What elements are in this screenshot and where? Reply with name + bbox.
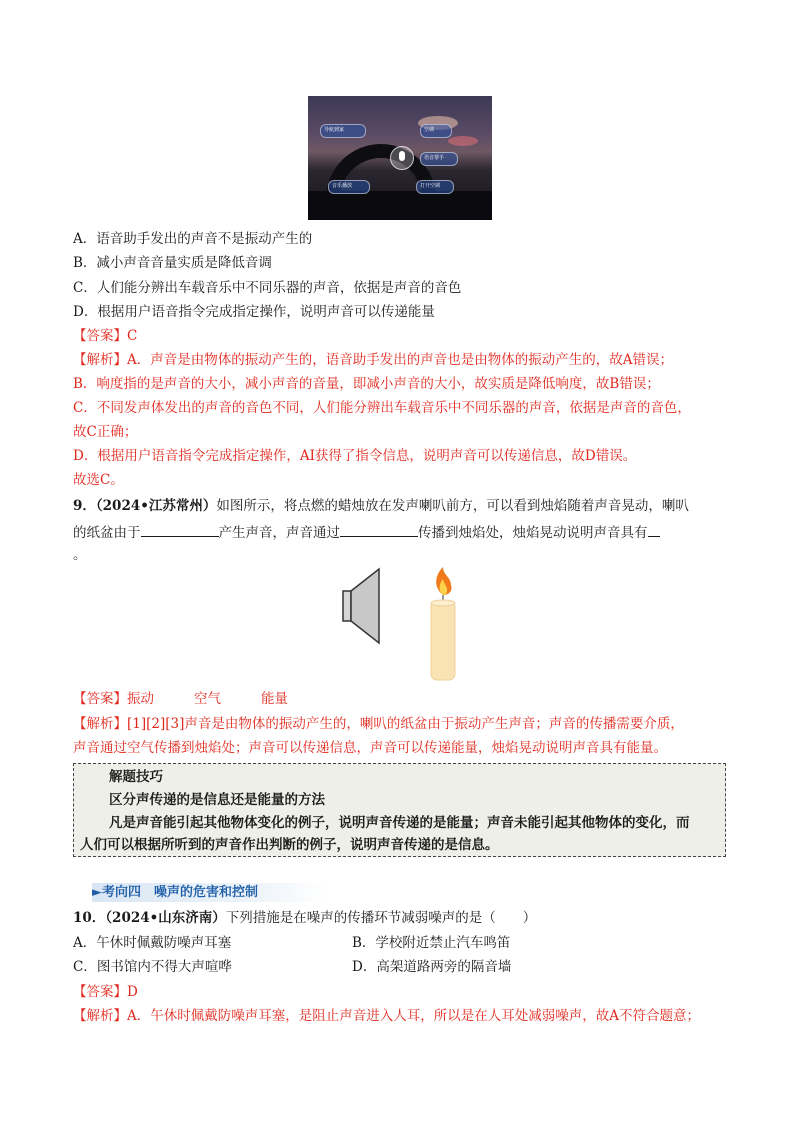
answer-value: 空气 [194, 691, 221, 707]
tip-text-line: 人们可以根据所听到的声音作出判断的例子，说明声音传递的是信息。 [80, 837, 499, 853]
q10-option-d: D．高架道路两旁的隔音墙 [352, 959, 512, 975]
question-number: 9． [73, 498, 96, 514]
q8-analysis-line: B．响度指的是声音的大小，减小声音的音量，即减小声音的大小，故实质是降低响度，故B错误； [73, 376, 660, 392]
analysis-text: A．午休时佩戴防噪声耳塞，是阻止声音进入人耳，所以是在人耳处减弱噪声，故A不符合题意； [127, 1008, 700, 1024]
question-text: 如图所示，将点燃的蜡烛放在发声喇叭前方，可以看到烛焰随着声音晃动，喇叭 [216, 498, 689, 514]
q10-answer [73, 983, 138, 1001]
q8-option-d: D．根据用户语音指令完成指定操作，说明声音可以传递能量 [73, 304, 435, 320]
tip-text-line: 凡是声音能引起其他物体变化的例子，说明声音传递的是能量；声音未能引起其他物体的变化，而 [109, 815, 690, 831]
section-title: 考向四 噪声的危害和控制 [102, 885, 259, 900]
question-number: 10． [73, 910, 106, 926]
tip-title: 解题技巧 [109, 769, 163, 785]
q8-option-b: B．减小声音音量实质是降低音调 [73, 255, 272, 271]
q8-analysis-line [73, 351, 673, 369]
analysis-label: 【解析】 [73, 352, 127, 368]
question-text: 的纸盆由于 [73, 525, 141, 541]
answer-blank[interactable] [340, 522, 418, 537]
q8-analysis-line: 故选C。 [73, 472, 124, 488]
q8-option-a: A．语音助手发出的声音不是振动产生的 [73, 231, 313, 247]
q10-option-c: C．图书馆内不得大声喧哗 [73, 959, 232, 975]
answer-blank[interactable] [141, 522, 219, 537]
q8-analysis-line: 故C正确； [73, 424, 138, 440]
candle-icon [431, 567, 455, 680]
solving-tip-box [73, 763, 726, 857]
q9-analysis-line: 声音通过空气传播到烛焰处；声音可以传递信息，声音可以传递能量，烛焰晃动说明声音具有能量。 [73, 740, 667, 756]
q8-analysis-line: D．根据用户语音指令完成指定操作，AI获得了指令信息，说明声音可以传递信息，故D错误。 [73, 448, 637, 464]
answer-label: 【答案】 [73, 328, 127, 344]
car-voice-assistant-photo [308, 96, 492, 220]
analysis-label: 【解析】 [73, 716, 127, 732]
q10-option-b: B．学校附近禁止汽车鸣笛 [352, 935, 511, 951]
photo-label: 打开空调 [420, 183, 441, 189]
q10-analysis-line [73, 1007, 700, 1025]
analysis-text: A．声音是由物体的振动产生的，语音助手发出的声音也是由物体的振动产生的，故A错误； [127, 352, 673, 368]
photo-label: 语音帮手 [424, 155, 445, 161]
answer-blank[interactable] [648, 522, 660, 537]
q9-answer [73, 690, 288, 708]
photo-label: 音乐播放 [332, 183, 353, 189]
question-source: （2024•山东济南） [105, 910, 226, 926]
speaker-candle-diagram [335, 565, 475, 685]
answer-value: 能量 [261, 691, 288, 707]
speaker-icon [343, 569, 379, 643]
answer-value: D [127, 984, 138, 1000]
triangle-marker-icon: ► [92, 885, 102, 900]
answer-value: 振动 [127, 691, 154, 707]
q8-option-c: C．人们能分辨出车载音乐中不同乐器的声音，依据是声音的音色 [73, 280, 462, 296]
analysis-label: 【解析】 [73, 1008, 127, 1024]
q9-analysis-line [73, 715, 684, 733]
q8-analysis-line: C．不同发声体发出的声音的音色不同，人们能分辨出车载音乐中不同乐器的声音，依据是声音的音色， [73, 400, 691, 416]
question-text: 传播到烛焰处，烛焰晃动说明声音具有 [418, 525, 648, 541]
q10-stem [73, 909, 536, 927]
photo-label: 空调 [424, 127, 435, 133]
answer-label: 【答案】 [73, 984, 127, 1000]
q9-stem-line-3: 。 [73, 547, 87, 563]
q10-option-a: A．午休时佩戴防噪声耳塞 [73, 935, 232, 951]
tip-subtitle: 区分声传递的是信息还是能量的方法 [109, 792, 325, 808]
question-source: （2024•江苏常州） [95, 498, 217, 514]
analysis-text: [1][2][3]声音是由物体的振动产生的，喇叭的纸盆由于振动产生声音；声音的传播需要介质， [127, 716, 684, 732]
answer-value: C [127, 328, 138, 344]
q9-stem-line-1 [73, 497, 689, 515]
q9-stem-line-2 [73, 522, 660, 542]
answer-label: 【答案】 [73, 691, 127, 707]
section-heading [92, 883, 327, 902]
question-text: 下列措施是在噪声的传播环节减弱噪声的是（ ） [225, 910, 537, 926]
microphone-icon [390, 146, 414, 170]
q8-answer [73, 327, 137, 345]
question-text: 产生声音，声音通过 [218, 525, 340, 541]
photo-label: 导航到家 [324, 127, 345, 133]
